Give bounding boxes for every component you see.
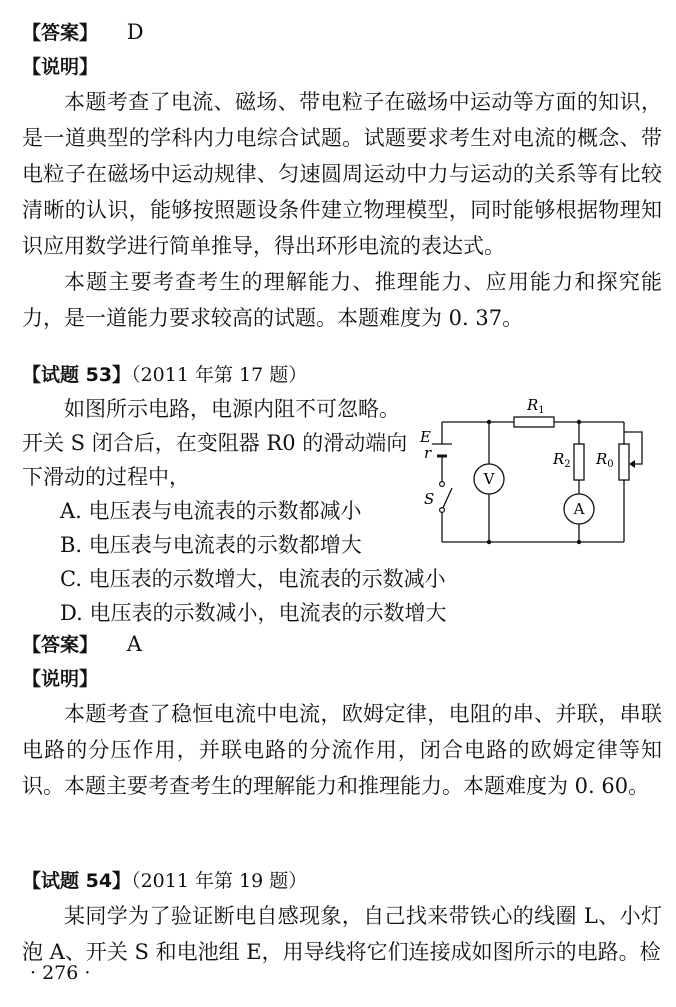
q53-label: 【试题 53】 xyxy=(22,364,132,386)
q53-stem-line-3: 下滑动的过程中， xyxy=(22,465,190,489)
q53-stem-line-1: 如图所示电路，电源内阻不可忽略。 xyxy=(64,397,400,421)
q53-explain-label: 【说明】 xyxy=(22,668,99,690)
r0-label: $R_0$ xyxy=(596,450,614,470)
internal-resistance-label: r xyxy=(424,444,432,462)
q53-explanation xyxy=(22,696,662,804)
q53-heading xyxy=(22,360,307,389)
q53-explain-label-line xyxy=(22,664,98,693)
q53-option-b: B. 电压表与电流表的示数都增大 xyxy=(60,533,362,557)
q54-stem xyxy=(22,898,662,970)
q53-source: （2011 年第 17 题） xyxy=(131,364,308,386)
q52-answer-line xyxy=(22,18,144,47)
switch-contact-top xyxy=(440,482,445,487)
q52-answer-value: D xyxy=(126,20,144,44)
ammeter-label: A xyxy=(573,500,585,518)
r1-resistor xyxy=(514,417,554,427)
page-number: · 276 · xyxy=(30,962,91,984)
q52-answer-label: 【答案】 xyxy=(22,22,99,44)
q52-paragraph-2: 本题主要考查考生的理解能力、推理能力、应用能力和探究能力，是一道能力要求较高的试题。本题难度为 0. 37。 xyxy=(22,270,662,330)
q53-option-a: A. 电压表与电流表的示数都减小 xyxy=(60,499,362,523)
voltmeter-label: V xyxy=(483,470,495,488)
q53-options xyxy=(60,494,446,630)
switch-lever xyxy=(442,488,452,510)
q53-stem-line-2: 开关 S 闭合后，在变阻器 R0 的滑动端向 xyxy=(22,431,408,455)
q52-explanation xyxy=(22,84,662,336)
q52-explain-label-line xyxy=(22,52,98,81)
q53-answer-value: A xyxy=(126,632,142,656)
q54-heading xyxy=(22,866,307,895)
q53-answer-line xyxy=(22,630,142,659)
q54-label: 【试题 54】 xyxy=(22,870,132,892)
q52-paragraph-1: 本题考查了电流、磁场、带电粒子在磁场中运动等方面的知识，是一道典型的学科内力电综合试题。试题要求考生对电流的概念、带电粒子在磁场中运动规律、匀速圆周运动中力与运动的关系等有比较清晰的认识，能够按照题设条件建立物理模型，同时能够根据物理知识应用数学进行简单推导，得出环形电流的表达式。 xyxy=(22,90,662,258)
q53-paragraph-1: 本题考查了稳恒电流中电流，欧姆定律，电阻的串、并联，串联电路的分压作用，并联电路的分流作用，闭合电路的欧姆定律等知识。本题主要考查考生的理解能力和推理能力。本题难度为 0. 60。 xyxy=(22,702,662,798)
q53-circuit-diagram xyxy=(414,392,664,547)
q54-source: （2011 年第 19 题） xyxy=(131,870,308,892)
q53-answer-label: 【答案】 xyxy=(22,634,99,656)
r1-label: $R_1$ xyxy=(527,396,545,416)
q53-option-d: D. 电压表的示数减小，电流表的示数增大 xyxy=(60,601,447,625)
switch-label: S xyxy=(424,490,435,508)
q54-paragraph-1: 某同学为了验证断电自感现象，自己找来带铁心的线圈 L、小灯泡 A、开关 S 和电池组 E，用导线将它们连接成如图所示的电路。检 xyxy=(22,904,662,964)
r0-rheostat xyxy=(619,444,629,480)
r2-resistor xyxy=(574,444,584,480)
switch-contact-bottom xyxy=(440,508,445,513)
r2-label: $R_2$ xyxy=(553,450,571,470)
q53-option-c: C. 电压表的示数增大，电流表的示数减小 xyxy=(60,567,446,591)
emf-label: E xyxy=(420,428,431,446)
q52-explain-label: 【说明】 xyxy=(22,56,99,78)
r0-slider-arrow-icon xyxy=(629,460,635,468)
